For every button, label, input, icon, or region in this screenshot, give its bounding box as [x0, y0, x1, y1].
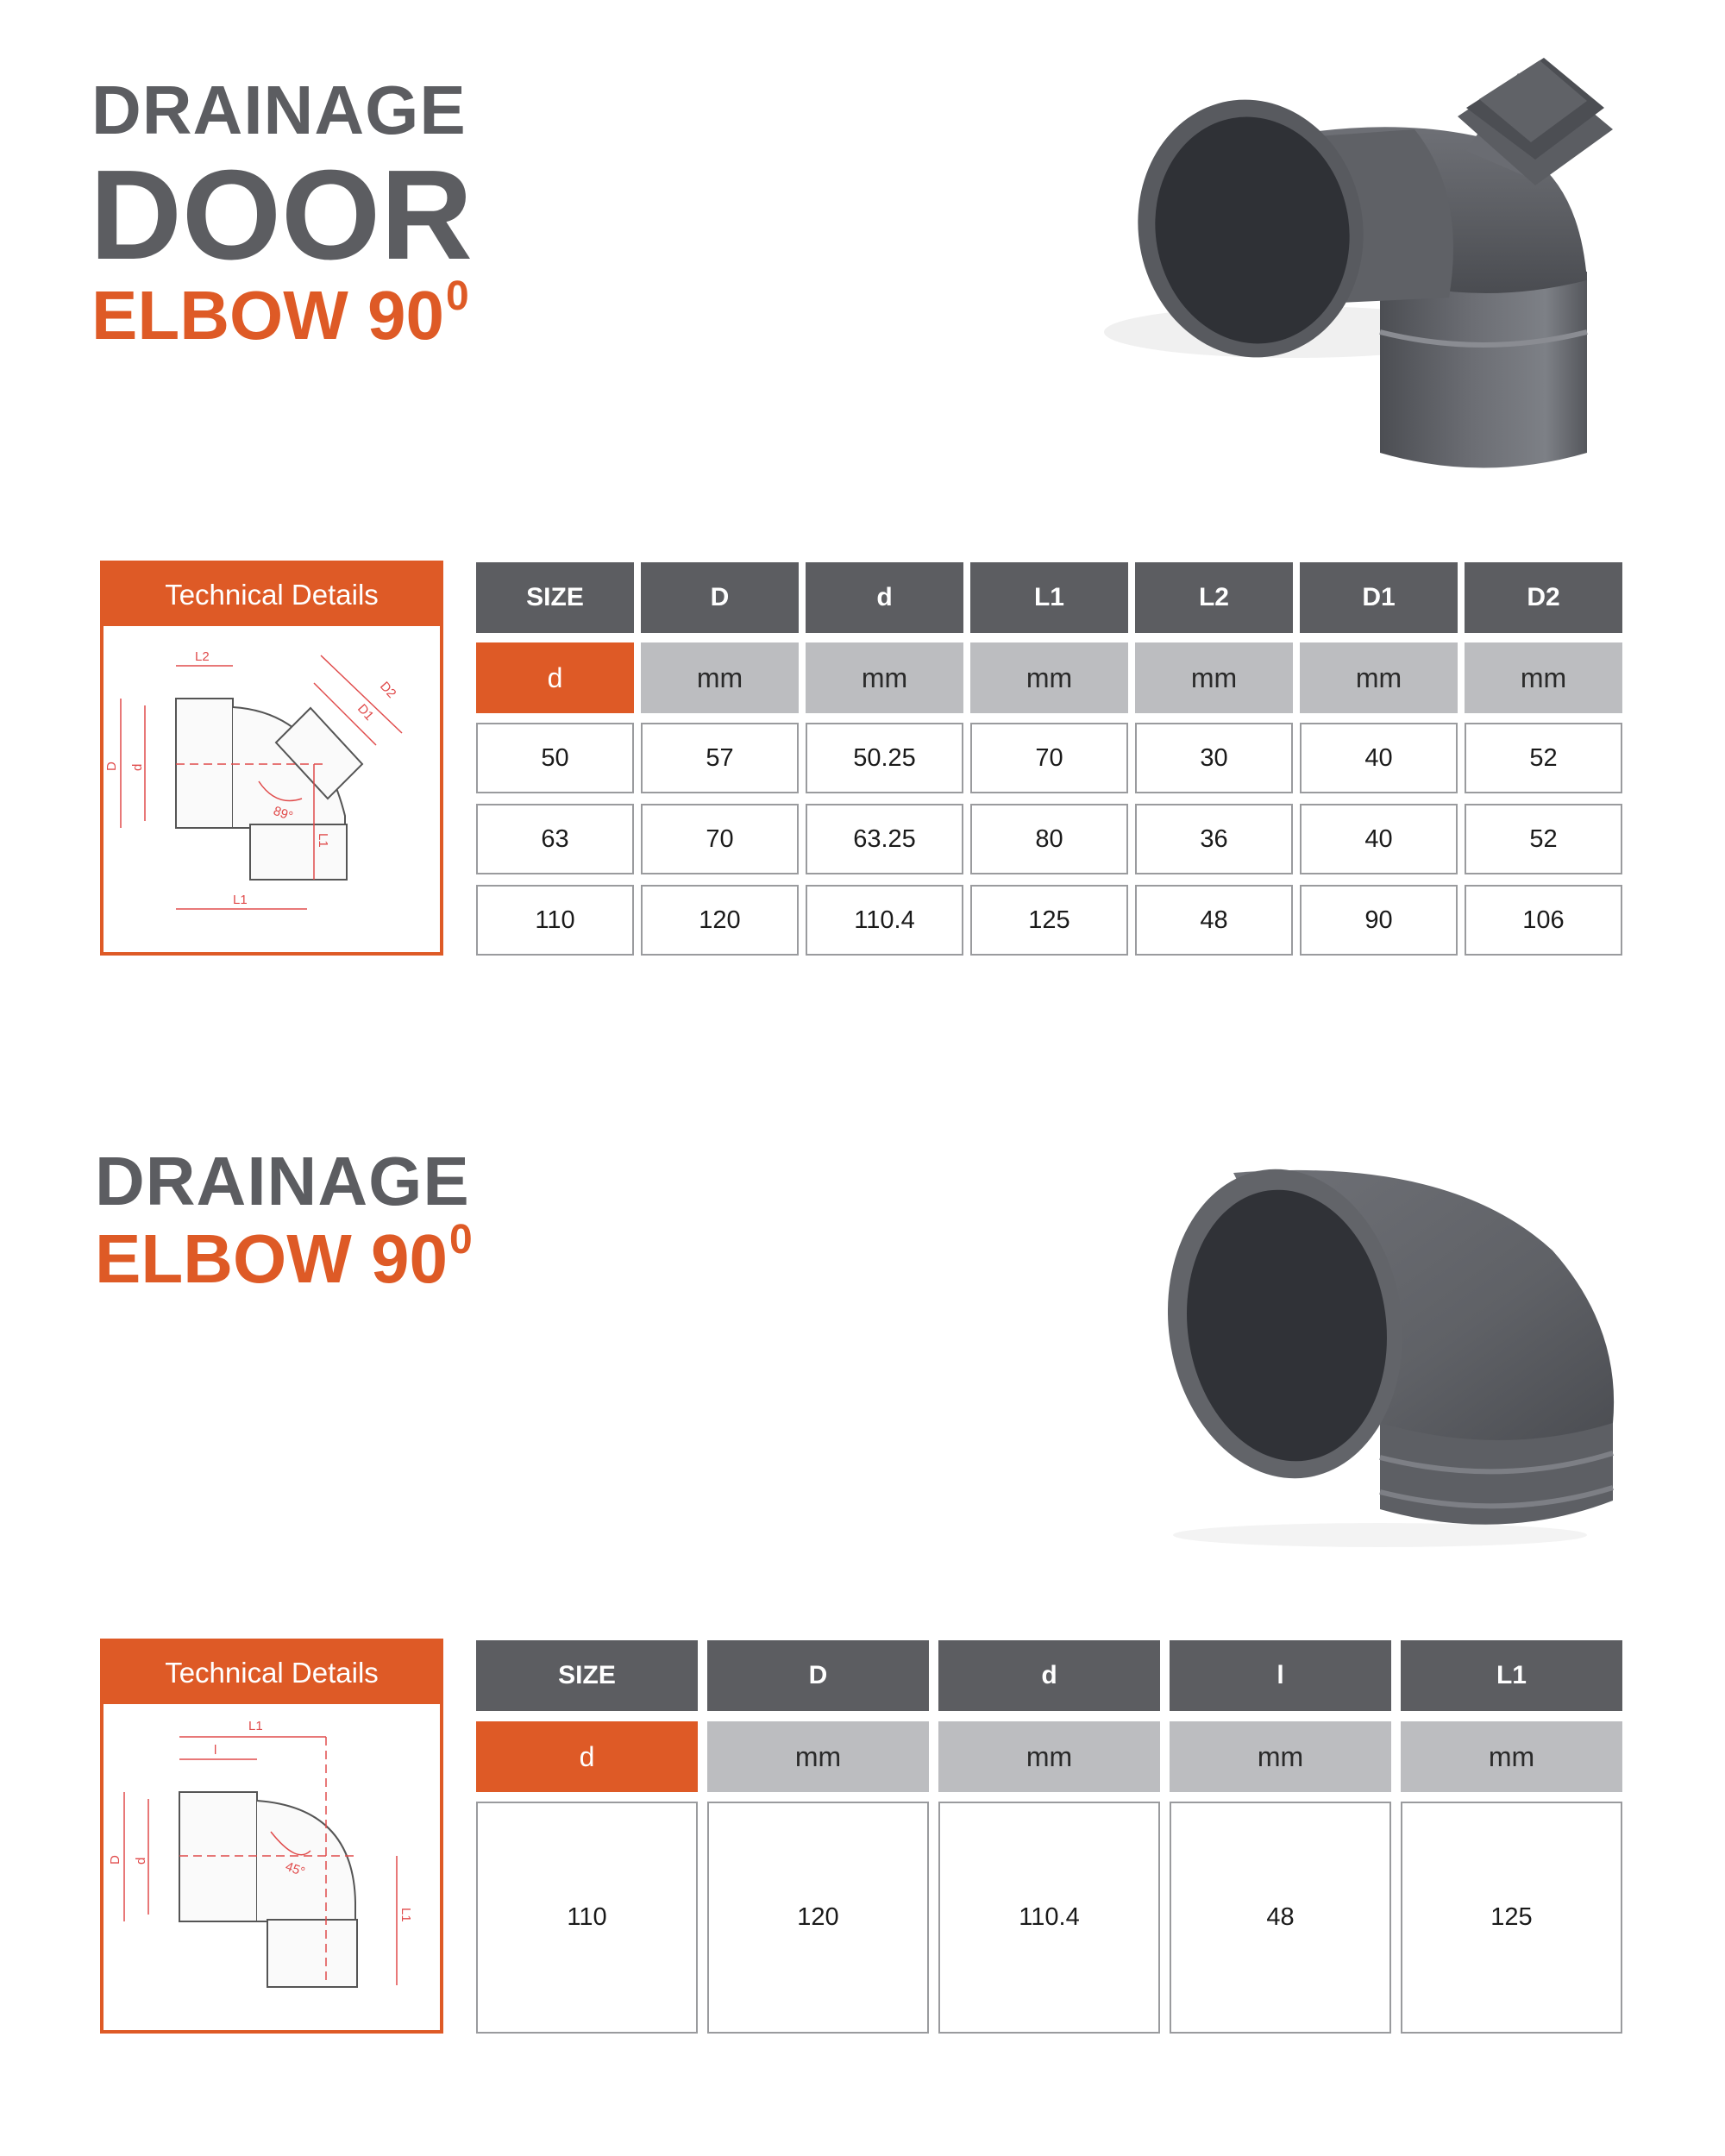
section1-table-unit-2: mm [806, 642, 963, 713]
section1-table-cell: 90 [1300, 885, 1458, 956]
section2-technical-details-header: Technical Details [104, 1642, 440, 1704]
section1-table-cell: 63.25 [806, 804, 963, 874]
section2-table-cell: 110.4 [938, 1802, 1160, 2034]
section2-table-header-2: d [938, 1640, 1160, 1711]
section1-title-elbow-degree: 0 [445, 273, 469, 319]
section1-technical-details-header: Technical Details [104, 564, 440, 626]
section2-table-header-4: L1 [1401, 1640, 1622, 1711]
section1-table-cell: 57 [641, 723, 799, 793]
section2-drawing-label-d-inner: d [134, 1857, 148, 1865]
section2-table-cell: 110 [476, 1802, 698, 2034]
section1-table-cell: 125 [970, 885, 1128, 956]
section1-table-cell: 70 [970, 723, 1128, 793]
section1-table-cell: 110 [476, 885, 634, 956]
section2-drawing-label-d-outer: D [108, 1855, 122, 1865]
door-elbow-product-image [1018, 47, 1639, 513]
elbow-product-image [1121, 1138, 1639, 1552]
section1-drawing-label-d1: D1 [354, 701, 377, 724]
section2-drawing-label-l: l [214, 1743, 217, 1758]
section2-table-unit-3: mm [1170, 1721, 1391, 1792]
section1-table-cell: 50.25 [806, 723, 963, 793]
section1-table-cell: 30 [1135, 723, 1293, 793]
section1-title-elbow [91, 273, 469, 354]
section2-table-unit-1: mm [707, 1721, 929, 1792]
section1-table-unit-5: mm [1300, 642, 1458, 713]
section1-table-cell: 52 [1465, 804, 1622, 874]
section2-table-unit-2: mm [938, 1721, 1160, 1792]
section2-drawing-label-l1-top: L1 [248, 1719, 263, 1733]
section2-technical-details-panel [100, 1639, 443, 2034]
section2-drawing-label-l1-vertical: L1 [398, 1908, 413, 1922]
section1-drawing-label-d-inner: d [130, 763, 145, 771]
section2-table-cell: 120 [707, 1802, 929, 2034]
section2-table-header-3: l [1170, 1640, 1391, 1711]
section1-technical-drawing [104, 626, 440, 952]
section1-table-unit-0: d [476, 642, 634, 713]
section1-table-header-1: D [641, 562, 799, 633]
section1-table-header-5: D1 [1300, 562, 1458, 633]
section1-drawing-label-l2: L2 [195, 649, 210, 664]
section2-table-cell: 125 [1401, 1802, 1622, 2034]
section1-table-cell: 120 [641, 885, 799, 956]
section1-table-cell: 52 [1465, 723, 1622, 793]
section1-table-header-6: D2 [1465, 562, 1622, 633]
section2-table-unit-4: mm [1401, 1721, 1622, 1792]
section2-table-unit-0: d [476, 1721, 698, 1792]
section1-table-cell: 40 [1300, 723, 1458, 793]
section2-title-drainage: DRAINAGE [95, 1143, 470, 1219]
section1-title-drainage: DRAINAGE [91, 72, 467, 148]
section1-table-header-4: L2 [1135, 562, 1293, 633]
section1-table-cell: 63 [476, 804, 634, 874]
section2-drawing-label-angle: 45° [283, 1858, 307, 1880]
section1-table-cell: 70 [641, 804, 799, 874]
section1-drawing-label-l1-vertical: L1 [316, 833, 330, 848]
section1-title-elbow-text: ELBOW 90 [91, 277, 444, 354]
section1-title-door: DOOR [90, 144, 473, 286]
section1-table-header-3: L1 [970, 562, 1128, 633]
section1-technical-details-panel [100, 561, 443, 956]
section2-title-elbow-text: ELBOW 90 [95, 1220, 448, 1297]
section1-drawing-label-l1-horizontal: L1 [233, 893, 248, 907]
section1-drawing-label-d-outer: D [104, 761, 119, 771]
section1-table-cell: 36 [1135, 804, 1293, 874]
section1-table-unit-3: mm [970, 642, 1128, 713]
section1-drawing-label-d2: D2 [377, 679, 399, 701]
section2-title-elbow-degree: 0 [448, 1217, 473, 1263]
section1-drawing-label-angle: 89° [271, 803, 295, 824]
section1-table-cell: 48 [1135, 885, 1293, 956]
section2-technical-drawing [104, 1704, 440, 2030]
section1-table-cell: 106 [1465, 885, 1622, 956]
section1-table-unit-6: mm [1465, 642, 1622, 713]
section2-table-header-0: SIZE [476, 1640, 698, 1711]
section1-table-unit-1: mm [641, 642, 799, 713]
section1-table-cell: 50 [476, 723, 634, 793]
section1-table-cell: 110.4 [806, 885, 963, 956]
section2-table-header-1: D [707, 1640, 929, 1711]
section2-table-cell: 48 [1170, 1802, 1391, 2034]
section1-table-header-0: SIZE [476, 562, 634, 633]
section2-title-elbow [95, 1217, 473, 1297]
section1-table-cell: 40 [1300, 804, 1458, 874]
section1-table-cell: 80 [970, 804, 1128, 874]
section1-table-header-2: d [806, 562, 963, 633]
section1-table-unit-4: mm [1135, 642, 1293, 713]
